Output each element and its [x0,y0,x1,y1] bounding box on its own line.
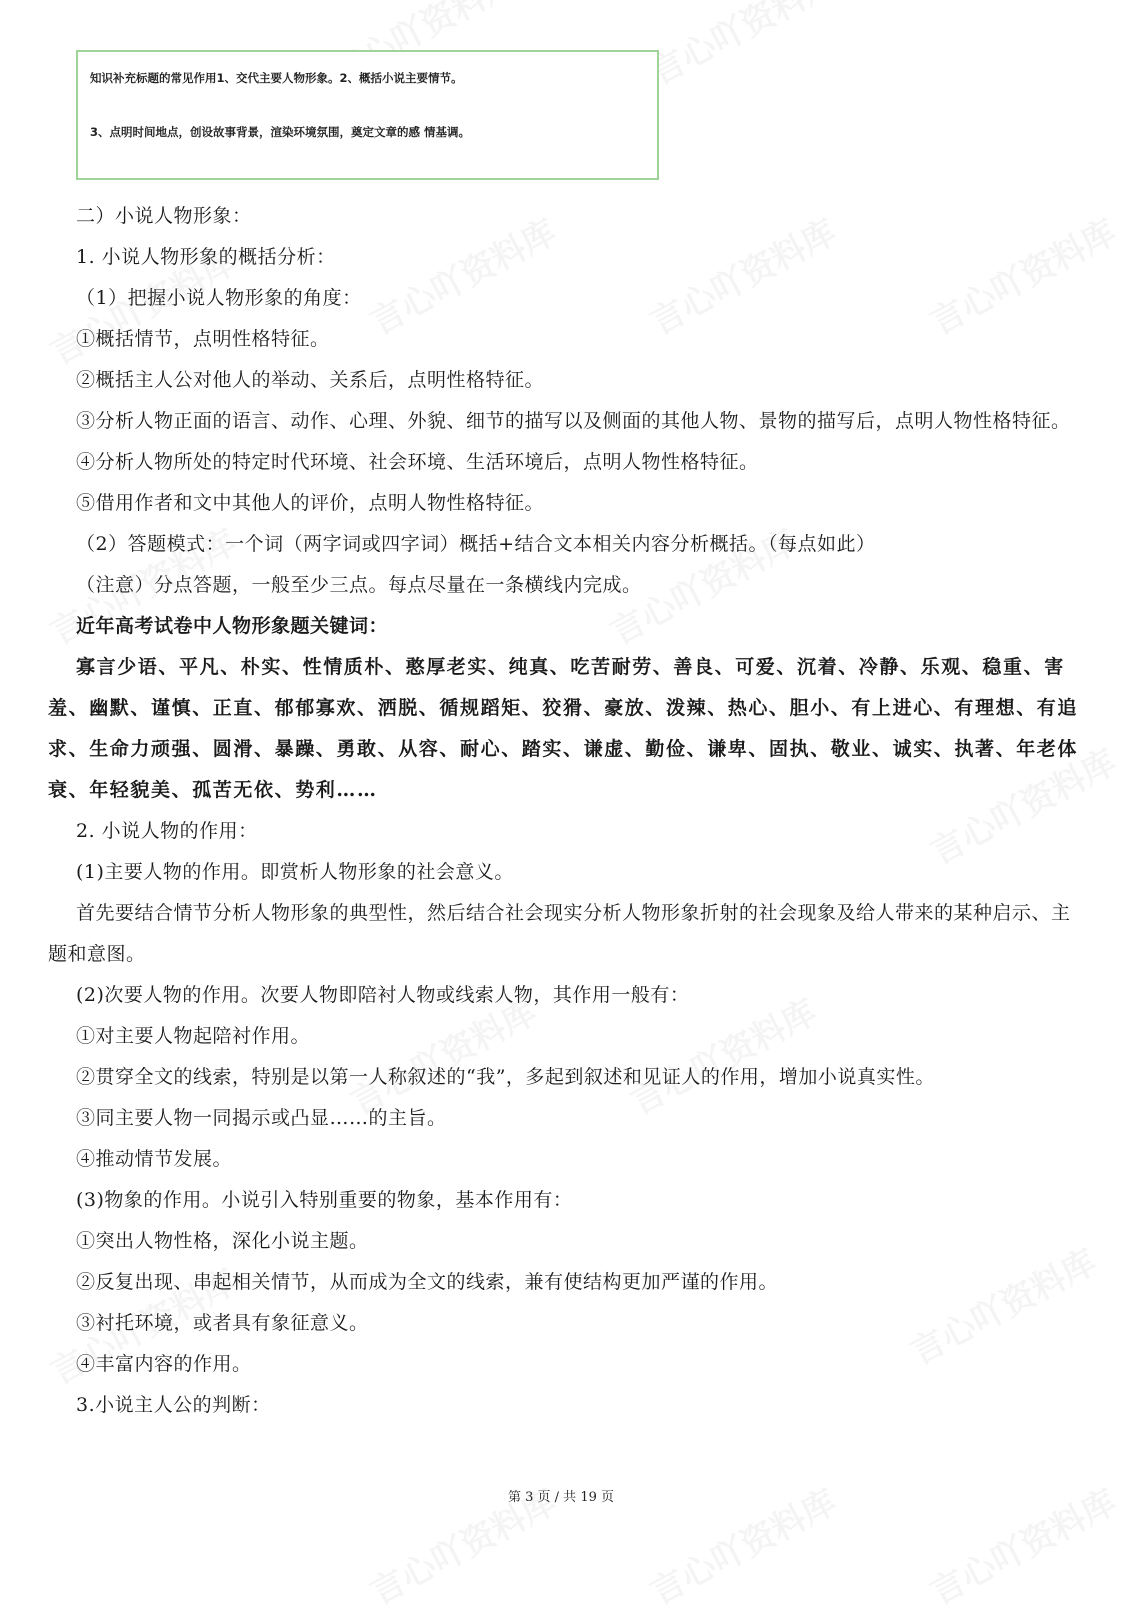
watermark [640,0,843,94]
list-item: ①突出人物性格，深化小说主题。 [76,1230,369,1252]
object-function-title: (3)物象的作用。小说引入特别重要的物象，基本作用有： [76,1189,573,1211]
list-item: ③分析人物正面的语言、动作、心理、外貌、细节的描写以及侧面的其他人物、景物的描写后，点明人物性格特征。 [76,410,1071,432]
keywords-paragraph: 寡言少语、平凡、朴实、性情质朴、憨厚老实、纯真、吃苦耐劳、善良、可爱、沉着、冷静、乐观、稳重、害羞、幽默、谨慎、正直、郁郁寡欢、洒脱、循规蹈矩、狡猾、豪放、泼辣、热心、胆小、有上进心、有理想、有追求、生命力顽强、圆滑、暴躁、勇敢、从容、耐心、踏实、谦虚、勤俭、谦卑、固执、敬业、诚实、执著、年老体衰、年轻貌美、孤苦无依、势利…… [48,656,1079,801]
list-item: ⑤借用作者和文中其他人的评价，点明人物性格特征。 [76,492,545,514]
list-item: ②反复出现、串起相关情节，从而成为全文的线索，兼有使结构更加严谨的作用。 [76,1271,779,1293]
knowledge-tip-box [76,50,659,180]
list-item: ③衬托环境，或者具有象征意义。 [76,1312,369,1334]
main-character-title: (1)主要人物的作用。即赏析人物形象的社会意义。 [76,861,514,883]
minor-character-title: (2)次要人物的作用。次要人物即陪衬人物或线索人物，其作用一般有： [76,984,690,1006]
list-item: ③同主要人物一同揭示或凸显……的主旨。 [76,1107,447,1129]
answer-note: （注意）分点答题，一般至少三点。每点尽量在一条横线内完成。 [76,574,642,596]
main-character-body: 首先要结合情节分析人物形象的典型性，然后结合社会现实分析人物形象折射的社会现象及给人带来的某种启示、主题和意图。 [48,902,1071,965]
section-heading: 二）小说人物形象： [76,205,252,227]
subsection-heading-3: 3.小说主人公的判断： [76,1394,271,1416]
keywords-title: 近年高考试卷中人物形象题关键词： [76,615,389,637]
list-item: ①对主要人物起陪衬作用。 [76,1025,311,1047]
list-item: ①概括情节，点明性格特征。 [76,328,330,350]
page-footer: 第 3 页 / 共 19 页 [508,1490,614,1505]
list-item: ④分析人物所处的特定时代环境、社会环境、生活环境后，点明人物性格特征。 [76,451,759,473]
subsection-heading-2: 2. 小说人物的作用： [76,820,258,842]
list-item: ④丰富内容的作用。 [76,1353,252,1375]
subsection-heading-1: 1. 小说人物形象的概括分析： [76,246,336,268]
subsection-1-point-1: （1）把握小说人物形象的角度： [76,287,362,309]
list-item: ②贯穿全文的线索，特别是以第一人称叙述的“我”，多起到叙述和见证人的作用，增加小说真实性。 [76,1066,935,1088]
tip-line-1: 知识补充标题的常见作用1、交代主要人物形象。2、概括小说主要情节。 [90,71,463,85]
subsection-1-point-2: （2）答题模式：一个词（两字词或四字词）概括+结合文本相关内容分析概括。（每点如此） [76,533,876,555]
list-item: ②概括主人公对他人的举动、关系后，点明性格特征。 [76,369,545,391]
document-body [48,196,1078,1426]
tip-line-2: 3、点明时间地点，创设故事背景，渲染环境氛围，奠定文章的感 情基调。 [90,125,471,139]
list-item: ④推动情节发展。 [76,1148,233,1170]
